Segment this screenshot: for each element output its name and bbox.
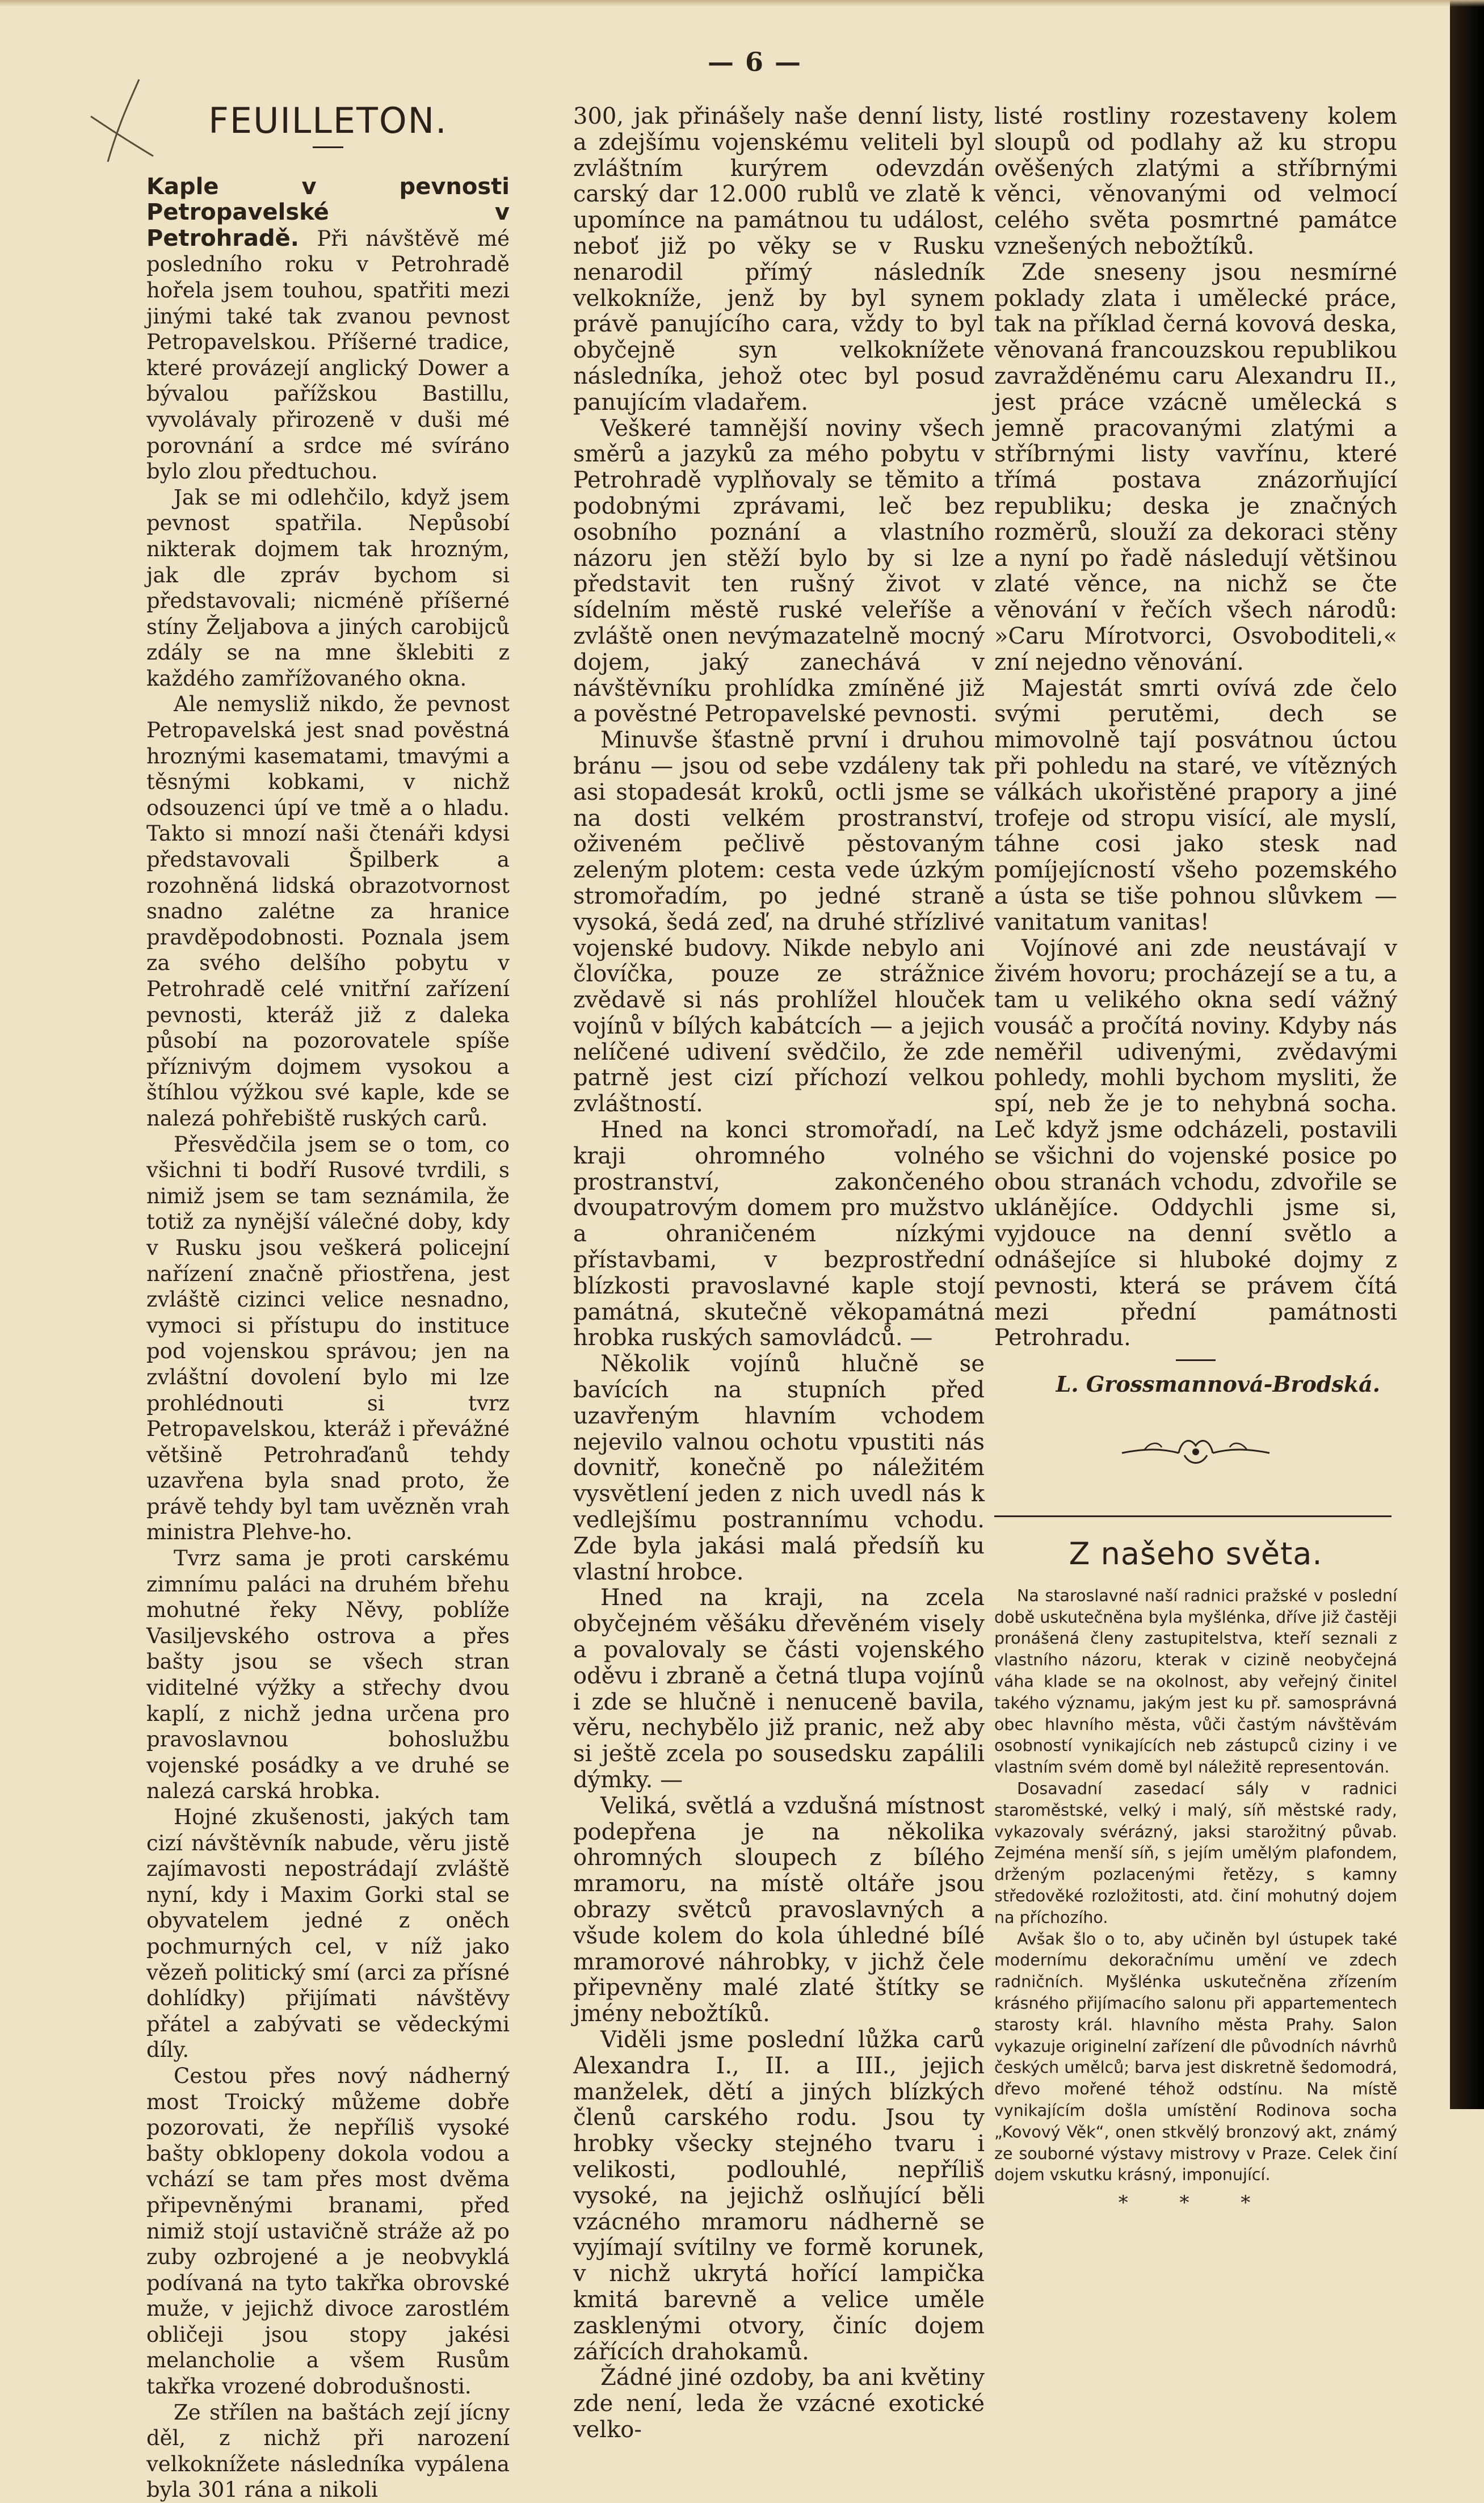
paragraph: listé rostliny rozestaveny kolem sloupů od podlahy až ku stropu ověšených zlatými a stříbrnými věnci, věnovanými od velmocí celého světa posmrtné památce vznešených nebožtíků. (994, 103, 1397, 259)
paragraph: Vojínové ani zde neustávají v živém hovoru; procházejí se a tu, a tam u velikého okna sedí vážný vousáč a pročítá noviny. Kdyby nás neměřil udivenými, zvědavými pohledy, mohli bychom mysliti, že spí, neb že je to nehybná socha. Leč když jsme odcházeli, postavili se všichni do vojenské posice po obou stranách vchodu, zdvořile se uklánějíce. Oddychli jsme si, vyjdouce na denní světlo a odnášejíce si hluboké dojmy z pevnosti, která se právem čítá mezi přední památnosti Petrohradu. (994, 935, 1397, 1351)
paragraph: Ale nemysliž nikdo, že pevnost Petropavelská jest snad pověstná hroznými kasematami, tmavými a těsnými kobkami, v nichž odsouzenci úpí ve tmě a o hladu. Takto si mnozí naši čtenáři kdysi představovali Špilberk a rozohněná lidská obrazotvornost snadno zalétne za hranice pravděpodobnosti. Poznala jsem za svého delšího pobytu v Petrohradě celé vnitřní zařízení pevnosti, kteráž již z daleka působí na pozorovatele spíše příznivým dojmem vysokou a štíhlou výžkou své kaple, kde se nalezá pohřebiště ruských carů. (146, 692, 510, 1131)
article-lead (146, 174, 510, 485)
article-end-rule (1176, 1359, 1216, 1361)
paragraph: Viděli jsme poslední lůžka carů Alexandra I., II. a III., jejich manželek, dětí a jiných blízkých členů carského rodu. Jsou ty hrobky všecky stejného tvaru i velikosti, podlouhlé, nepříliš vysoké, na jejichž oslňující běli vzácného mramoru nádherně se vyjímají svítilny ve formě korunek, v nichž ukrytá hořící lampička kmitá barevně a velice uměle zasklenými otvory, činíc dojem zářících drahokamů. (573, 2026, 985, 2365)
paragraph: Žádné jiné ozdoby, ba ani květiny zde není, leda že vzácné exotické velko- (573, 2365, 985, 2443)
feuilleton-heading: FEUILLETON. (208, 100, 448, 141)
paragraph: Ze střílen na baštách zejí jícny děl, z nichž při narození velkoknížete následníka vypálena byla 301 rána a nikoli (146, 2400, 510, 2502)
scan-edge-top (0, 0, 1484, 7)
paragraph: Veškeré tamnější noviny všech směrů a jazyků za mého pobytu v Petrohradě vyplňovaly se těmito a podobnými zprávami, leč bez osobního poznání a vlastního názoru jen stěží bylo by si lze představit ten rušný život v sídelním městě ruské veleříše a zvláště onen nevýmazatelně mocný dojem, jaký zanechává v návštěvníku prohlídka zmíněné již a pověstné Petropavelské pevnosti. (573, 415, 985, 728)
paragraph: Hned na konci stromořadí, na kraji ohromného volného prostranství, zakončeného dvoupatrovým domem pro mužstvo a ohraničeném nízkými přístavbami, v bezprostřední blízkosti pravoslavné kaple stojí památná, skutečně věkopamátná hrobka ruských samovládců. — (573, 1117, 985, 1351)
news-section (994, 1585, 1397, 2186)
scan-edge (1450, 0, 1484, 2109)
column-1 (146, 100, 510, 2503)
column-3 (994, 104, 1397, 2216)
paragraph: Hned na kraji, na zcela obyčejném věšáku dřevěném visely a povalovaly se části vojenského oděvu i zbraně a četná tlupa vojínů i zde se hlučně i nenuceně bavila, věru, nechybělo již pranic, než aby si ještě zcela po sousedsku zapálili dýmky. — (573, 1585, 985, 1793)
paragraph: Přesvědčila jsem se o tom, co všichni ti bodří Rusové tvrdili, s nimiž jsem se tam seznámila, že totiž za nynější válečné doby, kdy v Rusku jsou veškerá policejní nařízení značně přiostřena, jest zvláště cizinci velice nesnadno, vymoci si přístupu do instituce pod vojenskou správou; jen na zvláštní dovolení bylo mi lze prohlédnouti si tvrz Petropavelskou, kteráž i převážné většině Petrohraďanů tehdy uzavřena byla snad proto, že právě tehdy byl tam uvězněn vrah ministra Plehve-ho. (146, 1132, 510, 1545)
page-number: — 6 — (707, 47, 802, 77)
paragraph: Veliká, světlá a vzdušná místnost podepřena je na několika ohromných sloupech z bílého mramoru, na místě oltáře jsou obrazy světců pravoslavných a všude kolem do kola úhledné bílé mramorové náhrobky, v jichž čele připevněny malé zlaté štítky se jmény nebožtíků. (573, 1792, 985, 2027)
column-2 (573, 104, 985, 2443)
paragraph: 300, jak přinášely naše denní listy, a zdejšímu vojenskému veliteli byl zvláštním kurýrem odevzdán carský dar 12.000 rublů ve zlatě k upomínce na památnou tu událost, neboť již po věky se v Rusku nenarodil přímý následník velkoknížе, jenž by byl synem právě panujícího cara, vždy to byl obyčejně syn velkoknížete následníka, jehož otec byl posud panujícím vladařem. (573, 103, 985, 415)
article-title: Kaple v pevnosti Petropavelské v Petrohradě. (146, 173, 510, 251)
section-title: Z našeho světa. (1069, 1536, 1323, 1572)
news-paragraph: Avšak šlo o to, aby učiněn byl ústupek také modernímu dekoračnímu umění ve zdech radničních. Myšlénka uskutečněna zřízením krásného přijímacího salonu při appartementech starosty král. hlavního města Prahy. Salon vykazuje originelní zařízení dle původních návrhů českých umělců; barva jest diskretně šedomodrá, dřevo mořené téhož odstínu. Na místě vynikajícím došla umístění Rodinova socha „Kovový Věk“, onen stkvělý bronzový akt, známý ze souborné výstavy mistrovy v Praze. Celek činí dojem vskutku krásný, imponující. (994, 1929, 1397, 2185)
paragraph: Minuvše šťastně první i druhou bránu — jsou od sebe vzdáleny tak asi stopadesát kroků, octli jsme se na dosti velkém prostranství, oživeném pečlivě pěstovaným zeleným plotem: cesta vede úzkým stromořadím, po jedné straně vysoká, šedá zeď, na druhé střízlivé vojenské budovy. Nikde nebylo ani človíčka, pouze ze strážnice zvědavě si nás prohlížel hlouček vojínů v bílých kabátcích — a jejich nelíčené udivení svědčilo, že zde patrně jest cizí příchozí velkou zvláštností. (573, 727, 985, 1118)
paragraph: Zde sneseny jsou nesmírné poklady zlata i umělecké práce, tak na příklad černá kovová deska, věnovaná francouzskou republikou zavražděnému caru Alexandru II., jest práce vzácně umělecká s jemně pracovanými zlatými a stříbrnými listy vavřínu, které třímá postava znázorňující republiku; deska je značných rozměrů, slouží za dekoraci stěny a nyní po řadě následují většinou zlaté věnce, na nichž se čte věnování v řečích všech národů: »Caru Mírotvorci, Osvoboditeli,« zní nejedno věnování. (994, 259, 1397, 675)
paragraph: Několik vojínů hlučně se bavících na stupních před uzavřeným hlavním vchodem nejevilo valnou ochotu vpustiti nás dovnitř, konečně po náležitém vysvětlení jeden z nich uvedl nás k vedlejšímu postrannímu vchodu. Zde byla jakási malá předsíň ku vlastní hrobce. (573, 1351, 985, 1585)
paragraph: Jak se mi odlehčilo, když jsem pevnost spatřila. Nepůsobí nikterak dojmem tak hrozným, jak dle zpráv bychom si představovali; nicméně příšerné stíny Željabova a jiných carobijců zdály se na mne šklebiti z každého zamřížovaného okna. (146, 485, 510, 691)
heading-rule (313, 146, 343, 148)
stars-separator: * * * (1118, 2191, 1273, 2215)
floral-ornament-icon (1111, 1431, 1281, 1471)
author-signature: L. Grossmannová-Brodská. (1056, 1371, 1380, 1397)
news-paragraph: Na staroslavné naší radnici pražské v poslední době uskutečněna byla myšlénka, dříve již častěji pronášená členy zastupitelstva, kteří seznali z vlastního názoru, kterak v cizině neobyčejná váha klade se na okolnost, aby veřejný činitel takého významu, jakým jest ku př. samosprávná obec hlavního města, vůči častým návštěvám osobností vynikajících neb zástupců ciziny i ve vlastním svém domě byl náležitě representován. (994, 1586, 1397, 1777)
paragraph: Majestát smrti ovívá zde čelo svými perutěmi, dech se mimovolně tají posvátnou úctou při pohledu na staré, ve vítězných válkách ukořistěné prapory a jiné trofeje od stropu visící, ale myslí, táhne cosi jako stesk nad pomíjejícností všeho pozemského a ústa se tiše pohnou slůvkem — vanitatum vanitas! (994, 675, 1397, 935)
section-divider (994, 1515, 1391, 1517)
paragraph: Hojné zkušenosti, jakých tam cizí návštěvník nabude, věru jistě zajímavosti nepostrádají zvláště nyní, kdy i Maxim Gorki stal se obyvatelem jedné z oněch pochmurných cel, v níž jako vězeň politický smí (arci za přísné dohlídky) přijímati návštěvy přátel a zabývati se vědeckými díly. (146, 1805, 510, 2063)
paragraph: Při návštěvě mé posledního roku v Petrohradě hořela jsem touhou, spatřiti mezi jinými také tak zvanou pevnost Petropavelskou. Příšerné tradice, které provázejí anglický Dower a bývalou pařížskou Bastillu, vyvolávaly přirozeně v duši mé porovnání a srdce mé svíráno bylo zlou předtuchou. (146, 226, 510, 484)
news-paragraph: Dosavadní zasedací sály v radnici staroměstské, velký i malý, síň městské rady, vykazovaly svérázný, jaksi starožitný půvab. Zejména menší síň, s jejím umělým plafondem, drženým pozlacenými řetězy, s kamny středověké rozložitosti, atd. činí mohutný dojem na příchozího. (994, 1779, 1397, 1927)
paragraph: Cestou přes nový nádherný most Troický můžeme dobře pozorovati, že nepříliš vysoké bašty obklopeny dokola vodou a vchází se tam přes most dvěma připevněnými branami, před nimiž stojí ustavičně stráže až po zuby ozbrojené a je neobvyklá podívaná na tyto takřka obrovské muže, v jejichž divoce zarostlém obličeji jsou stopy jakési melancholie a všem Rusům takřka vrozené dobrodušnosti. (146, 2063, 510, 2399)
paragraph: Tvrz sama je proti carskému zimnímu paláci na druhém břehu mohutné řeky Něvy, poblíže Vasiljevského ostrova a přes bašty jsou se všech stran viditelné výžky a střechy dvou kaplí, z nichž jedna určena pro pravoslavnou bohoslužbu vojenské posádky a ve druhé se nalezá carská hrobka. (146, 1546, 510, 1804)
